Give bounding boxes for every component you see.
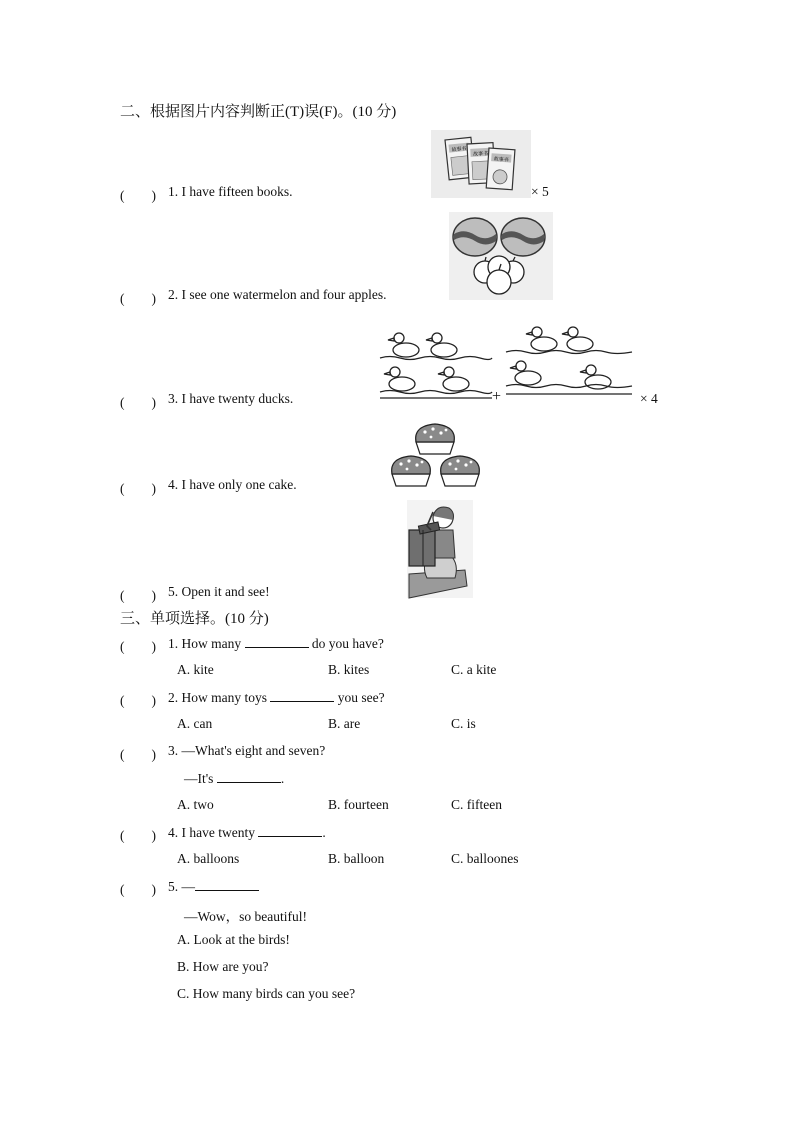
duck — [510, 361, 541, 385]
duck — [562, 327, 593, 351]
duck — [580, 365, 611, 389]
option-3-5-c[interactable]: C. How many birds can you see? — [177, 986, 356, 1001]
answer-paren-3-4[interactable]: ( ) — [120, 828, 156, 843]
book-label-3: 故事书 — [493, 156, 509, 164]
question-3-5-pre: 5. — — [168, 879, 195, 894]
option-3-2-c[interactable]: C. is — [451, 716, 476, 731]
ducks-group-1-image — [380, 320, 492, 404]
option-3-4-b[interactable]: B. balloon — [328, 851, 385, 866]
question-3-1 — [168, 635, 384, 652]
question-2-5-text: 5. Open it and see! — [168, 584, 270, 599]
question-3-3-line2-post: . — [280, 771, 285, 786]
question-3-3-line2 — [184, 770, 284, 787]
option-3-3-b[interactable]: B. fourteen — [328, 797, 389, 812]
answer-paren-3-2[interactable]: ( ) — [120, 693, 156, 708]
cakes-image — [386, 418, 484, 490]
question-3-3-line2-pre: —It's — [184, 771, 214, 786]
fill-blank-3-5[interactable] — [195, 878, 259, 891]
option-3-1-a[interactable]: A. kite — [177, 662, 214, 677]
answer-paren-2-5[interactable]: ( ) — [120, 588, 156, 603]
section-2-heading: 二、根据图片内容判断正(T)误(F)。(10 分) — [120, 104, 397, 120]
answer-paren-2-1[interactable]: ( ) — [120, 188, 156, 203]
option-3-3-a[interactable]: A. two — [177, 797, 214, 812]
question-3-4-post: . — [322, 825, 326, 840]
option-3-3-c[interactable]: C. fifteen — [451, 797, 502, 812]
question-3-1-post: do you have? — [311, 636, 384, 651]
duck — [388, 333, 419, 357]
option-3-2-b[interactable]: B. are — [328, 716, 361, 731]
books-multiplier: × 5 — [531, 184, 549, 199]
question-3-3-pre: 3. —What's eight and seven? — [168, 743, 326, 758]
cake-right — [441, 456, 480, 486]
fill-blank-3-3[interactable] — [217, 770, 281, 783]
duck — [438, 367, 469, 391]
duck — [426, 333, 457, 357]
book-label-2: 故事书 — [472, 150, 489, 158]
option-3-5-a[interactable]: A. Look at the birds! — [177, 932, 290, 947]
question-3-5-line2: —Wow，so beautiful! — [184, 909, 308, 924]
question-3-4 — [168, 824, 326, 841]
fill-blank-3-2[interactable] — [270, 689, 334, 702]
plus-sign: + — [492, 388, 502, 405]
cake-left — [392, 456, 431, 486]
option-3-4-a[interactable]: A. balloons — [177, 851, 240, 866]
option-3-4-c[interactable]: C. balloones — [451, 851, 519, 866]
fill-blank-3-4[interactable] — [258, 824, 322, 837]
question-2-4-text: 4. I have only one cake. — [168, 477, 297, 492]
question-3-1-pre: 1. How many — [168, 636, 242, 651]
book-3 — [486, 148, 515, 190]
answer-paren-3-5[interactable]: ( ) — [120, 882, 156, 897]
fill-blank-3-1[interactable] — [245, 635, 309, 648]
duck — [526, 327, 557, 351]
watermelon-1 — [453, 218, 497, 256]
question-3-2-pre: 2. How many toys — [168, 690, 267, 705]
ducks-group-2-image — [506, 316, 632, 406]
answer-paren-2-3[interactable]: ( ) — [120, 395, 156, 410]
option-3-1-c[interactable]: C. a kite — [451, 662, 497, 677]
option-3-5-b[interactable]: B. How are you? — [177, 959, 269, 974]
question-2-2-text: 2. I see one watermelon and four apples. — [168, 287, 387, 302]
book-label-1: 故事书 — [451, 145, 467, 154]
cake-top — [416, 424, 455, 454]
question-2-3-text: 3. I have twenty ducks. — [168, 391, 294, 406]
answer-paren-3-3[interactable]: ( ) — [120, 747, 156, 762]
answer-paren-2-2[interactable]: ( ) — [120, 291, 156, 306]
girl-opening-box-image — [407, 500, 473, 598]
section-3-heading: 三、单项选择。(10 分) — [120, 611, 269, 627]
question-3-2-post: you see? — [337, 690, 385, 705]
question-3-4-pre: 4. I have twenty — [168, 825, 255, 840]
question-3-2 — [168, 689, 385, 706]
watermelon-2 — [501, 218, 545, 256]
question-3-5 — [168, 878, 259, 895]
duck — [384, 367, 415, 391]
answer-paren-2-4[interactable]: ( ) — [120, 481, 156, 496]
ducks-multiplier: × 4 — [640, 391, 658, 406]
question-2-1-text: 1. I have fifteen books. — [168, 184, 293, 199]
option-3-2-a[interactable]: A. can — [177, 716, 213, 731]
books-image — [431, 130, 531, 198]
watermelon-apples-image — [449, 212, 553, 300]
option-3-1-b[interactable]: B. kites — [328, 662, 370, 677]
answer-paren-3-1[interactable]: ( ) — [120, 639, 156, 654]
